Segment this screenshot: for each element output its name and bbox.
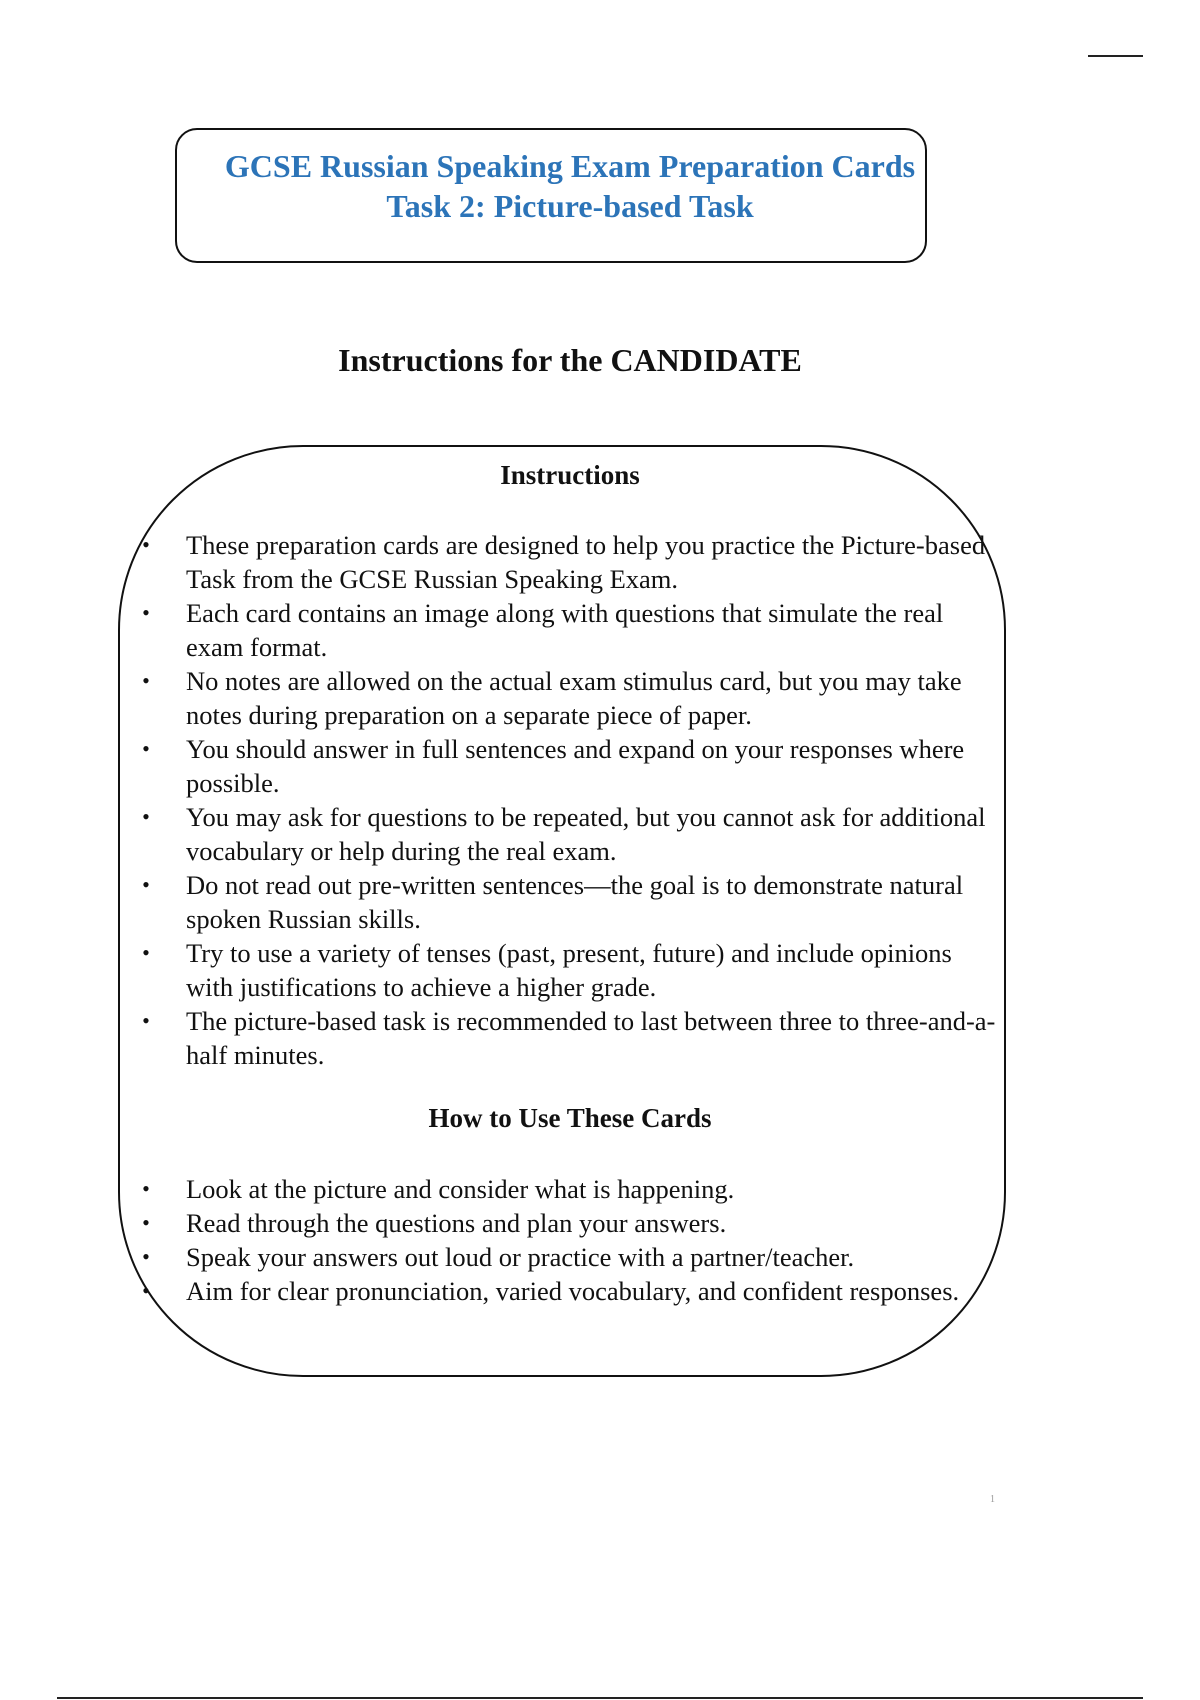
bullet-icon: • [142, 600, 150, 625]
document-subtitle: Task 2: Picture-based Task [386, 188, 754, 224]
list-item [0, 936, 996, 1004]
instructions-list [0, 528, 1200, 1072]
list-item-text: You may ask for questions to be repeated, but you cannot ask for additional vocabulary or help during the real exam. [186, 802, 986, 866]
list-item [0, 596, 996, 664]
list-item-text: You should answer in full sentences and expand on your responses where possible. [186, 734, 965, 798]
bullet-icon: • [142, 668, 150, 693]
bullet-icon: • [142, 804, 150, 829]
bullet-icon: • [142, 1278, 150, 1303]
bullet-icon: • [142, 940, 150, 965]
instructions-heading: Instructions [500, 460, 640, 490]
list-item [0, 664, 996, 732]
list-item-text: Read through the questions and plan your answers. [186, 1208, 727, 1238]
list-item [0, 800, 996, 868]
list-item-text: Each card contains an image along with questions that simulate the real exam format. [186, 598, 944, 662]
list-item [0, 1240, 996, 1274]
list-item [0, 1206, 996, 1240]
list-item-text: Aim for clear pronunciation, varied vocabulary, and confident responses. [186, 1276, 960, 1306]
list-item-text: Try to use a variety of tenses (past, present, future) and include opinions with justifications to achieve a higher grade. [186, 938, 952, 1002]
bullet-icon: • [142, 1176, 150, 1201]
list-item-text: Speak your answers out loud or practice with a partner/teacher. [186, 1242, 855, 1272]
list-item [0, 1172, 996, 1206]
bullet-icon: • [142, 1244, 150, 1269]
footer-rule [57, 1697, 1143, 1699]
candidate-heading: Instructions for the CANDIDATE [338, 342, 802, 378]
list-item [0, 1004, 996, 1072]
list-item [0, 732, 996, 800]
bullet-icon: • [142, 1008, 150, 1033]
how-to-use-list [0, 1172, 1200, 1308]
list-item-text: Look at the picture and consider what is happening. [186, 1174, 735, 1204]
document-title: GCSE Russian Speaking Exam Preparation Cards [224, 148, 916, 184]
list-item-text: The picture-based task is recommended to last between three to three-and-a-half minutes. [186, 1006, 996, 1070]
how-to-use-heading: How to Use These Cards [428, 1103, 712, 1133]
list-item [0, 1274, 996, 1308]
list-item-text: No notes are allowed on the actual exam stimulus card, but you may take notes during preparation on a separate piece of paper. [186, 666, 962, 730]
bullet-icon: • [142, 736, 150, 761]
list-item [0, 528, 996, 596]
bullet-icon: • [142, 1210, 150, 1235]
list-item-text: These preparation cards are designed to help you practice the Picture-based Task from the GCSE Russian Speaking Exam. [186, 530, 986, 594]
list-item [0, 868, 996, 936]
bullet-icon: • [142, 532, 150, 557]
page-number: 1 [990, 1494, 995, 1505]
list-item-text: Do not read out pre-written sentences—the goal is to demonstrate natural spoken Russian skills. [186, 870, 964, 934]
bullet-icon: • [142, 872, 150, 897]
header-rule [1088, 55, 1143, 57]
